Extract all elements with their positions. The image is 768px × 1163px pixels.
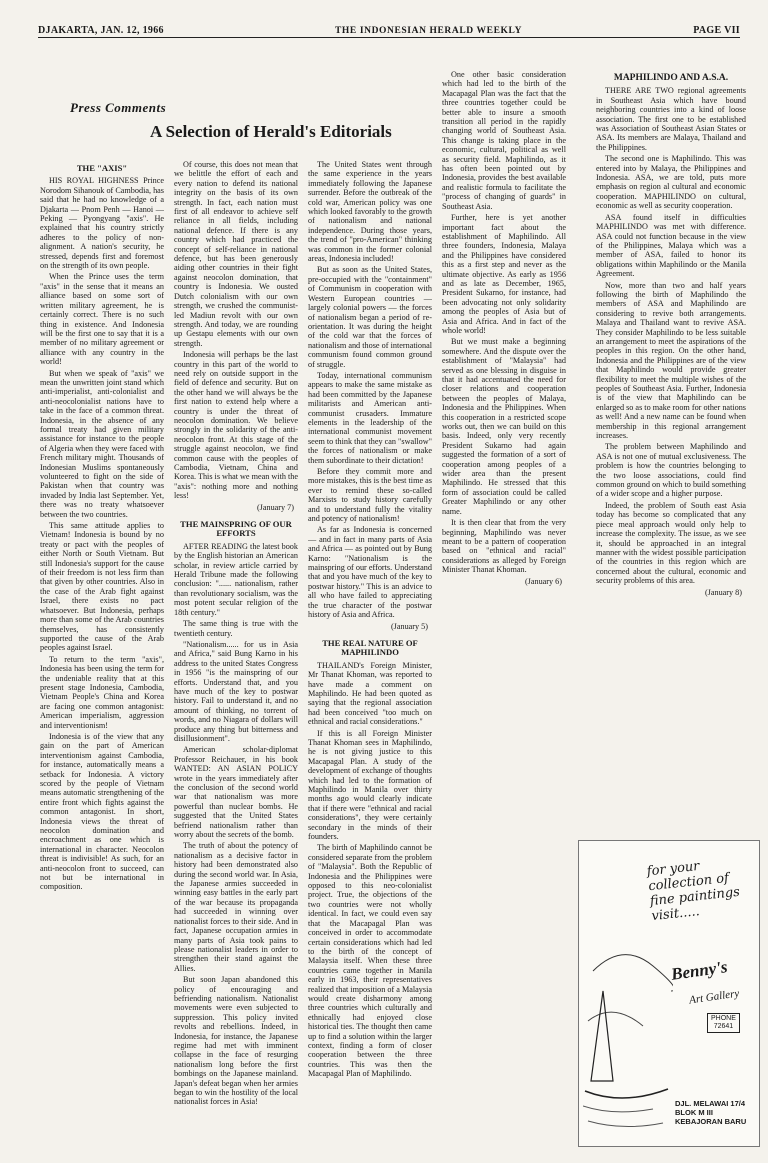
paragraph: The second one is Maphilindo. This was entered into by Malaya, the Philippines and Indonesia. ASA, we are told, puts more emphasis on region al cultural and economic cooperation. MAPHILINDO on cultural, economic as well as security cooperation. [596,154,746,211]
paragraph: AFTER READING the latest book by the English historian an American scholar, in review article carried by Herald Tribune made the following conclusion: "...... nationalism, rather than revolutionary socialism, was the most potent secular religion of the 18th century." [174,541,298,617]
page-header [38,20,740,36]
paragraph: Indonesia is of the view that any gain on the part of American interventionism against Cambodia, for instance, automatically means a setback for Indonesia. A victory scored by the people of Vietnam means automatic strengthening of the entire front which fights against the common antagonist. In short, Indonesia views the threat of neocolon domination and encroachment as one which is international in character. Neocolon threat is indivisible! As such, for an anti-neocolon front to succeed, can not but be international in composition. [40,731,164,892]
paragraph: Further, here is yet another important fact about the establishment of Maphilindo. All three founders, Indonesia, Malaya and the Philippines have considered this as a first step and never as the ultimate objective. As early as 1956 and as late as December, 1965, President Sukarno, for instance, had been advocating not only solidarity among the peoples of Asia but of Asia and Africa. And in fact of the whole world! [442,213,566,335]
ad-tagline: for your collection of fine paintings visit..... [646,858,741,925]
paragraph: The truth of about the potency of nationalism as a decisive factor in history had been demonstrated also during the second world war. In Asia, the Japanese armies succeeded in winning easy battles in the early part of the war because its propaganda had succeeded in winning over nationalist forces to their side. And in fact, Japanese occupation armies in many parts of Asia took pains to please nationalist leaders in order to strengthen their stand against the Allies. [174,841,298,973]
article-date: (January 5) [390,621,428,631]
column-2 [174,160,298,1140]
ad-address-line: KEBAJORAN BARU [675,1117,747,1126]
paragraph: But soon Japan abandoned this policy of encouraging and befriending nationalism. Nationalist movements were even subjected to suppression. This policy invited revolts and rebellions. Indeed, in Indonesia, for instance, the Japanese regime had met with imminent collapse in the face of resurging nationalism long before the first bombings on the Japanese mainland. Japan's defeat began when her armies began to win the hostility of the local nationalist forces in Asia! [174,975,298,1107]
ad-phone-box [707,1013,740,1033]
ad-address-line: BLOK M III [675,1108,713,1117]
paragraph: The United States went through the same experience in the years immediately following the Japanese surrender. Before the outbreak of the cold war, American policy was one which looked favorably to the growth of nationalism and national independence. During those years, the trend of "pro-American" thinking was common in the former colonial areas, Indonesia included! [308,160,432,264]
paragraph: It is then clear that from the very beginning, Maphilindo was never meant to be a pattern of cooperation based on "ethnical and racial" considerations as alleged by Foreign Minister Thanat Khoman. [442,518,566,575]
paragraph: As far as Indonesia is concerned — and in fact in many parts of Asia and Africa — as pointed out by Bung Karno: "Nationalism is the mainspring of our efforts. Understand that and you have much of the key to postwar history." This is an advice to all who have failed to appreciating the true character of the postwar history of Asia and Africa. [308,525,432,620]
column-3 [308,160,432,1140]
ad-gallery-subname: Art Gallery [688,987,741,1007]
paragraph: HIS ROYAL HIGHNESS Prince Norodom Sihanouk of Cambodia, has said that he had no knowledge of a Djakarta — Pnom Penh — Hanoi — Peking — Pyongyang "axis". He explained that his country strictly adheres to the policy of non-alignment. A nation's security, he stressed, depends first and foremost on the strength of its own people. [40,176,164,271]
paragraph: But we must make a beginning somewhere. And the dispute over the establishment of "Malaysia" had served as one blessing in disguise in that it had accentuated the need for closer relations and cooperation between the peoples of Malaya, Indonesia and the Philippines. When this cooperation in a restricted scope works out, then we can build on this basis. Indeed, only very recently President Sukarno had again suggested the formation of a sort of cooperation among peoples of a wider area than the present Maphilindo. He stressed that this form of association could be called Greater Maphilindo or any other name. [442,337,566,516]
ad-address-line: DJL. MELAWAI 17/4 [675,1099,746,1108]
section-label: Press Comments [70,100,167,115]
ad-address [675,1099,755,1126]
paragraph: Indeed, the problem of South east Asia today has become so complicated that any piece meal approach would only help to increase the complexity. The issue, as we see it, should be approached in an integral manner with the widest possible participation of the countries in this region which are concerned about the cultural, economic and security problems of this area. [596,500,746,586]
article-title-maphilindo: THE REAL NATURE OF MAPHILINDO [322,637,418,658]
gallery-advertisement [578,840,760,1147]
article-title-asa: MAPHILINDO AND A.S.A. [613,73,729,83]
paragraph: ASA found itself in difficulties MAPHILINDO was met with difference. ASA could not function because in the view of the Philippines, Malaya which was a member of ASA, failed to honor its obligations within Maphilindo or the Manila Agreement. [596,212,746,279]
header-dateline: DJAKARTA, JAN. 12, 1966 [38,25,164,36]
paragraph: But as soon as the United States, pre-occupied with the "containment" of Communism in cooperation with Western European countries — largely colonial powers — the forces of nationalism began a period of re-orientation. It was during the height of the cold war that the forces of nationalism and those of international communism found common ground of struggle. [308,265,432,369]
paragraph: Of course, this does not mean that we belittle the effort of each and every nation to defend its national integrity on the basis of its own strength. In fact, each nation must first of all endeavor to achieve self reliance in all fields, including national defence. If there is any country which had practiced the concept of self-reliance in national defence, but has been generously aiding other countries in their fight against neocolon domination, that country is Indonesia. We ousted Dutch colonialism with our own strength, we crushed the communist-led Madiun revolt with our own strength. And today, we are rounding up Gestapu elements with our own strength. [174,160,298,348]
paragraph: American scholar-diplomat Professor Reichauer, in his book WANTED: AN ASIAN POLICY wrote in the years immediately after the conclusion of the second world war that nationalism was more powerful than nuclear bombs. He suggested that the United States befriend nationalism rather than worry about the secrets of the bomb. [174,745,298,840]
ad-gallery-name: Benny's [669,957,729,984]
paragraph: When the Prince uses the term "axis" in the sense that it means an alliance based on some sort of written military agreement, he is certainly correct. There is no such thing in existence. And Indonesia will be the first one to say that it is a member of no military agreement or alliance with any country in the world! [40,272,164,367]
paragraph: "Nationalism...... for us in Asia and Africa," said Bung Karno in his address to the united States Congress in 1956 "is the mainspring of our efforts. Understand that, and you have much of the key to postwar history. Fail to understand it, and no amount of thinking, no torrent of words, and no Niagara of dollars will produce any thing but bitterness and disillusionment". [174,639,298,743]
column-1 [40,160,164,1140]
paragraph: The birth of Maphilindo cannot be considered separate from the problem of "Malaysia". Both the Republic of Indonesia and the Philippines were opposed to this neo-colonialist project. True, the objections of the two countries were not wholly identical. In fact, we could even say that the Macapagal Plan was conceived in order to accommodate certain considerations which had led to the birth of the concept of Malaysia itself. When these three countries came together in Manila early in 1963, their representatives realized that imposition of a Malaysia would create disharmony among three countries which culturally and ethnically had enjoyed close historical ties. The thought then came up to find a solution within the larger context, finding a form of closer cooperation between the three countries. This was then the Macapagal Plan of Maphilindo. [308,843,432,1079]
article-date: (January 6) [524,576,562,586]
article-date: (January 7) [256,502,294,512]
paragraph: But when we speak of "axis" we mean the unwritten joint stand which anti-imperialist, anti-colonialist and anti-neocolonialist nations have to take in the face of a common threat. Indonesia, in the absence of any formal treaty had given military assistance for instance to the people of Algeria when they were faced with French military might. Thousands of Indonesian Muslims spontaneously volunteered to fight on the side of Pakistan when that country was invaded by India last September. Yet, there was no treaty whatsoever between the two countries. [40,368,164,519]
header-paper-title: THE INDONESIAN HERALD WEEKLY [334,26,523,36]
paragraph: Today, international communism appears to make the same mistake as had been committed by the Japanese militarists and American anti-communist crusaders. Immature elements in the leadership of the international communist movement seem to think that they can "swallow" the forces of nationalism or make them subordinate to their dictation! [308,370,432,465]
paragraph: To return to the term "axis", Indonesia has been using the term for the undeniable reality that at this present stage Indonesia, Cambodia, Vietnam People's China and Korea are facing one common antagonist: American imperialism, aggression and interventionism! [40,654,164,730]
ad-phone-number: 72641 [713,1023,734,1030]
paragraph: THAILAND's Foreign Minister, Mr Thanat Khoman, was reported to have made a comment on Maphilindo. He had been quoted as saying that the regional association had been conceived "too much on ethnical and racial considerations." [308,660,432,727]
article-title-axis: THE "AXIS" [76,163,128,173]
article-date: (January 8) [704,587,742,597]
article-title-mainspring: THE MAINSPRING OF OUR EFFORTS [180,519,292,539]
paragraph: The same thing is true with the twentieth century. [174,619,298,638]
paragraph: Before they commit more and more mistakes, this is the best time as ever to remind these so-called Marxists to study history carefully and to understand fully the vitality and potency of nationalism! [308,467,432,524]
header-rule [38,37,740,38]
paragraph: THERE ARE TWO regional agreements in Southeast Asia which have bound neighboring countries into a kind of loose association. The first one to be established was Association of Southeast Asian States or ASA. Its members are Malaya, Thailand and the Philippines. [596,86,746,152]
paragraph: This same attitude applies to Vietnam! Indonesia is bound by no treaty or pact with the peoples of either North or South Vietnam. But still Indonesia's support for the cause of their freedom is not less firm than that given by other countries. Also in the case of the Arab fight against Israel, there exists no pact whatsoever. But Indonesia, perhaps more than some of the Arab countries themselves, has consistently supported the cause of the Arab peoples against Israel. [40,521,164,653]
header-page-number: PAGE VII [693,25,740,36]
paragraph: If this is all Foreign Minister Thanat Khoman sees in Maphilindo, he is not giving justice to this Macapagal Plan. A study of the development of exchange of thoughts which had led to the formation of Maphilindo in Manila over thirty months ago would clearly indicate that if there were "ethnical and racial considerations", they were certainly secondary in the minds of their founders. [308,728,432,842]
ad-phone-label: PHONE [711,1015,736,1022]
boat-sketch-illustration [583,931,673,1141]
column-5 [596,70,746,835]
paragraph: Now, more than two and half years following the birth of Maphilindo the members of ASA and Maphilindo are considering to revive both arrangements. Malaya and Thailand want to revive ASA. They consider Maphilindo to be less suitable an arrangement to meet the aspirations of the peoples in this region. On the other hand, Indonesia and the Philippines are of the view that Maphilindo would provide greater flexibility to meet the multiple wishes of the peoples of Southeast Asia. Further, Indonesia is of the view that Maphilindo can be enlarged so as to make room for other nations as well! And a new name can be found when membership in this regional arrangement increases. [596,280,746,441]
page-headline: A Selection of Herald's Editorials [150,122,392,141]
paragraph: Indonesia will perhaps be the last country in this part of the world to need rely on outside support in the field of defence and security. But on the other hand we will always be the first nation to extend help where a country is under the threat of neocolon domination. We believe strongly in the solidarity of the anti-neocolon front. At this stage of the struggle against neocolon, we find common cause with the peoples of Cambodia, Vietnam, China and Korea. This is what we mean with the "axis": nothing more and nothing less! [174,350,298,501]
column-4 [442,70,566,1140]
paragraph: One other basic consideration which had led to the birth of the Macapagal Plan was the fact that the three countries together could be better able to insure a smooth transition all period in the rapidly changing world of Southeast Asia. This change is taking place in the economic, cultural, political as well as security field. Maphilindo, as it has often been pointed out by Indonesia, provides the best available and realistic formula to facilitate the "process of changing of guards" in Southeast Asia. [442,70,566,211]
paragraph: The problem between Maphilindo and ASA is not one of mutual exclusiveness. The problem is how the countries belonging to the two loose associations, could find common ground on which to build something of a wider scope and a higher purpose. [596,442,746,499]
